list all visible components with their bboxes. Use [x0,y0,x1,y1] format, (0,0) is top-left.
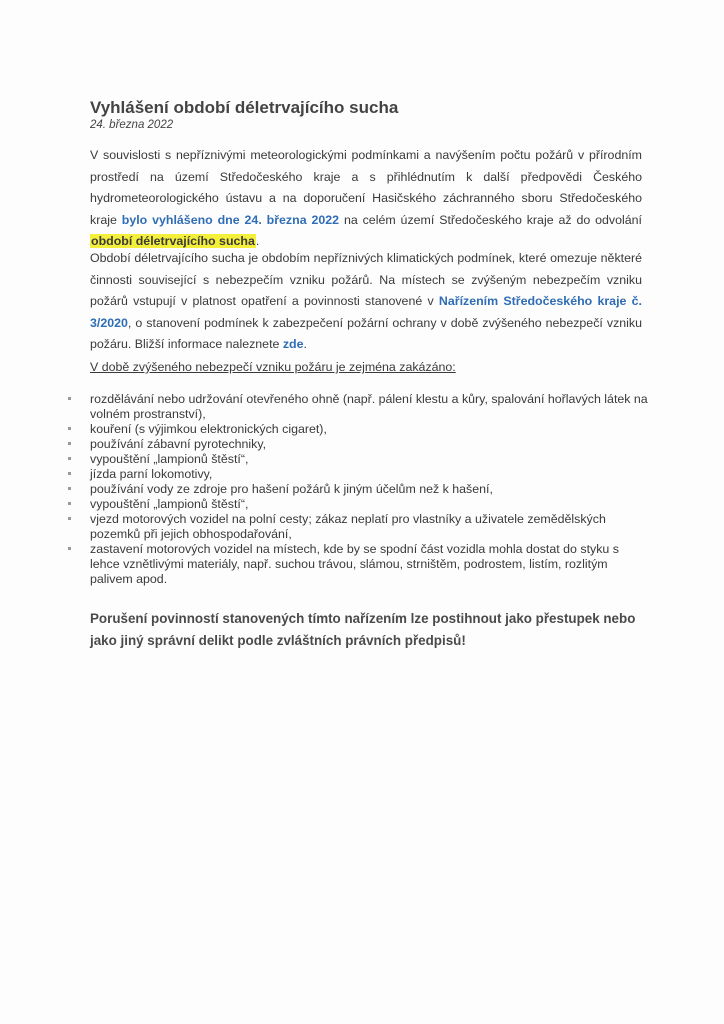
bullet-icon [68,517,71,520]
list-item: zastavení motorových vozidel na místech, kde by se spodní část vozidla mohla dostat do styku s lehce vznětlivými materiály, např. suchou trávou, slámou, strništěm, podrostem, listím, rozlitým palivem apod. [90,542,650,587]
bullet-icon [68,487,71,490]
bullet-icon [68,547,71,550]
prohibited-list [90,392,650,587]
document-date: 24. března 2022 [90,119,174,131]
regulation-reference: Nařízením Středočeského kraje č. 3/2020 [90,294,642,330]
drought-period-highlight: období déletrvajícího sucha [91,234,255,248]
prohibited-heading: V době zvýšeného nebezpečí vzniku požáru je zejména zakázáno: [90,360,456,374]
more-info-link[interactable]: zde [282,337,304,351]
list-item: vypouštění „lampionů štěstí“, [90,497,650,512]
bullet-icon [68,457,71,460]
list-item: rozdělávání nebo udržování otevřeného ohně (např. pálení klestu a kůry, spalování hořlavých látek na volném prostranství), [90,392,650,422]
bullet-icon [68,502,71,505]
list-item: používání vody ze zdroje pro hašení požárů k jiným účelům než k hašení, [90,482,650,497]
intro-text-b: na celém území Středočeského kraje až do odvolání [339,212,642,227]
intro-text-a: V souvislosti s nepříznivými meteorologickými podmínkami a navýšením počtu požárů v přírodním prostředí na území Středočeského kraje a s přihlédnutím k další předpovědi Českého hydrometeorologického ústavu a na doporučení Hasičského záchranného sboru Středočeského kraje [90,148,642,227]
list-item: jízda parní lokomotivy, [90,467,650,482]
bullet-icon [68,442,71,445]
penalty-warning: Porušení povinností stanovených tímto nařízením lze postihnout jako přestupek nebo jako jiný správní delikt podle zvláštních právních předpisů! [90,611,636,648]
definition-paragraph [90,248,642,356]
definition-text-b: , o stanovení podmínek k zabezpečení požární ochrany v době zvýšeného nebezpečí vzniku požáru. Bližší informace naleznete [90,315,642,351]
bullet-icon [68,427,71,430]
announcement-date-emphasis: bylo vyhlášeno dne 24. března 2022 [121,212,340,227]
list-item: používání zábavní pyrotechniky, [90,437,650,452]
list-item: vypouštění „lampionů štěstí“, [90,452,650,467]
list-item: kouření (s výjimkou elektronických cigaret), [90,422,650,437]
intro-paragraph [90,145,642,253]
list-item: vjezd motorových vozidel na polní cesty; zákaz neplatí pro vlastníky a uživatele zemědělských pozemků při jejich obhospodařování, [90,512,650,542]
intro-text-c: . [255,234,260,248]
definition-text-c: . [303,337,307,351]
bullet-icon [68,472,71,475]
document-title: Vyhlášení období déletrvajícího sucha [90,98,399,117]
definition-text-a: Období déletrvajícího sucha je obdobím nepříznivých klimatických podmínek, které omezuje některé činnosti související s nebezpečím vzniku požárů. Na místech se zvýšeným nebezpečím vzniku požárů vstupují v platnost opatření a povinnosti stanovené v [90,251,642,308]
bullet-icon [68,397,71,400]
